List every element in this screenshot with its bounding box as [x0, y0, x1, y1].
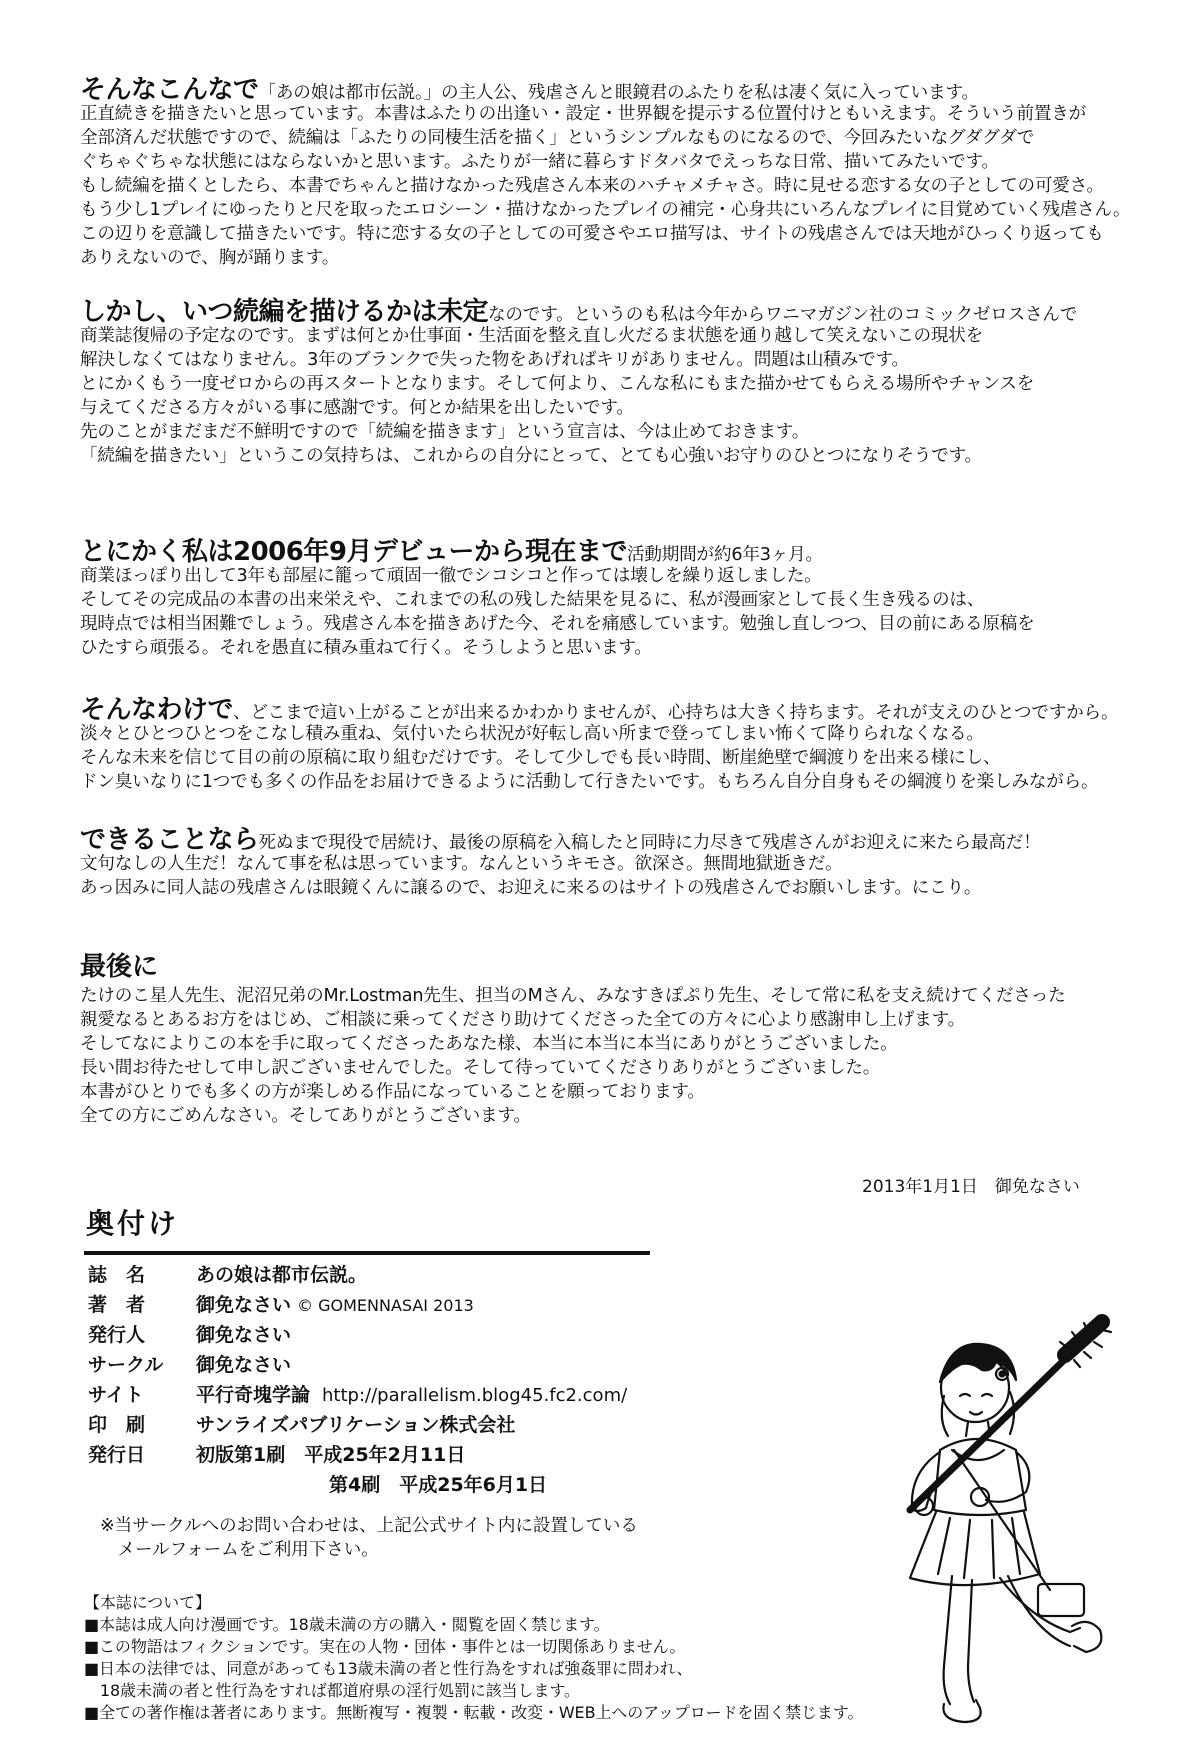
- paragraph-line: この辺りを意識して描きたいです。特に恋する女の子としての可愛さやエロ描写は、サイトの残虐さんでは天地がひっくり返っても: [80, 224, 1104, 244]
- contact-note: [100, 1514, 638, 1562]
- colophon-row-reprint: [88, 1470, 547, 1500]
- about-line: ■この物語はフィクションです。実在の人物・団体・事件とは一切関係ありません。: [84, 1637, 686, 1656]
- paragraph-line: とにかくもう一度ゼロからの再スタートとなります。そして何より、こんな私にもまた描かせてもらえる場所やチャンスを: [80, 374, 1035, 394]
- paragraph-line: 長い間お待たせして申し訳ございませんでした。そして待っていてくださりありがとうございました。: [80, 1058, 881, 1078]
- colophon-key: 印 刷: [88, 1414, 146, 1436]
- colophon-value: 第4刷 平成25年6月1日: [329, 1474, 548, 1496]
- paragraph-line: 全ての方にごめんなさい。そしてありがとうございます。: [80, 1106, 531, 1126]
- paragraph-line: 先のことがまだまだ不鮮明ですので「続編を描きます」という宣言は、今は止めておきます。: [80, 422, 810, 442]
- paragraph-line: [80, 75, 1140, 105]
- colophon-key: 誌 名: [88, 1264, 146, 1286]
- paragraph-line: 解決しなくてはなりません。3年のブランクで失った物をあげればキリがありません。問題は山積みです。: [80, 350, 909, 370]
- colophon-row-title: [88, 1260, 367, 1290]
- colophon-row-author: [88, 1290, 474, 1320]
- paragraph-lead: そんなわけで: [80, 695, 234, 725]
- paragraph-line: 現時点では相当困難でしょう。残虐さん本を描きあげた今、それを痛感しています。勉強し直しつつ、目の前にある原稿を: [80, 614, 1035, 634]
- paragraph-line: 文句なしの人生だ！なんて事を私は思っています。なんというキモさ。欲深さ。無間地獄逝きだ。: [80, 854, 843, 874]
- colophon-value: 御免なさい: [196, 1294, 292, 1316]
- paragraph-6: [80, 950, 1140, 1128]
- colophon-value: あの娘は都市伝説。: [196, 1264, 368, 1286]
- paragraph-2: [80, 297, 1140, 468]
- paragraph-line: 商業誌復帰の予定なのです。まずは何とか仕事面・生活面を整え直し火だるま状態を通り越して笑えないこの現状を: [80, 326, 984, 346]
- about-line: 18歳未満の者と性行為をすれば都道府県の淫行処罰に該当します。: [84, 1681, 580, 1700]
- colophon-value: 御免なさい: [196, 1324, 292, 1346]
- note-line: ※当サークルへのお問い合わせは、上記公式サイト内に設置している: [100, 1516, 638, 1536]
- paragraph-4: [80, 695, 1140, 794]
- about-line: ■日本の法律では、同意があっても13歳未満の者と性行為をすれば強姦罪に問われ、: [84, 1659, 693, 1678]
- colophon-row-site: [88, 1380, 627, 1410]
- paragraph-line: 与えてくださる方々がいる事に感謝です。何とか結果を出したいです。: [80, 398, 634, 418]
- paragraph-line: ありえないので、胸が踊ります。: [80, 248, 340, 268]
- paragraph-line: [80, 695, 1140, 725]
- colophon-key: サイト: [88, 1384, 144, 1406]
- character-illustration: [840, 1300, 1160, 1744]
- paragraph-line: 淡々とひとつひとつをこなし積み重ね、気付いたら状況が好転し高い所まで登ってしまい怖くて降りられなくなる。: [80, 724, 984, 744]
- colophon-row-printer: [88, 1410, 515, 1440]
- site-url-link[interactable]: http://parallelism.blog45.fc2.com/: [322, 1385, 628, 1406]
- paragraph-line: ひたすら頑張る。それを愚直に積み重ねて行く。そうしようと思います。: [80, 638, 652, 658]
- colophon-row-circle: [88, 1350, 291, 1380]
- colophon-divider: [84, 1251, 650, 1255]
- about-line: ■全ての著作権は著者にあります。無断複写・複製・転載・改変・WEB上へのアップロードを固く禁じます。: [84, 1703, 864, 1722]
- paragraph-line: [80, 537, 1140, 567]
- paragraph-line: そんな未来を信じて目の前の原稿に取り組むだけです。そして少しでも長い時間、断崖絶壁で綱渡りを出来る様にし、: [80, 748, 1001, 768]
- paragraph-line: もし続編を描くとしたら、本書でちゃんと描けなかった残虐さん本来のハチャメチャさ。時に見せる恋する女の子としての可愛さ。: [80, 176, 1104, 196]
- paragraph-line: 本書がひとりでも多くの方が楽しめる作品になっていることを願っております。: [80, 1082, 705, 1102]
- colophon-row-date: [88, 1440, 465, 1470]
- paragraph-line: [80, 297, 1140, 327]
- colophon-row-publisher: [88, 1320, 291, 1350]
- paragraph-line: [80, 825, 1140, 855]
- paragraph-text: なのです。というのも私は今年からワニマガジン社のコミックゼロスさんで: [488, 305, 1078, 325]
- about-line: ■本誌は成人向け漫画です。18歳未満の方の購入・閲覧を固く禁じます。: [84, 1615, 610, 1634]
- paragraph-lead: そんなこんなで: [80, 75, 259, 105]
- paragraph-line: 「続編を描きたい」というこの気持ちは、これからの自分にとって、とても心強いお守りのひとつになりそうです。: [80, 446, 983, 466]
- colophon-key: サークル: [88, 1354, 164, 1376]
- paragraph-line: ドン臭いなりに1つでも多くの作品をお届けできるように活動して行きたいです。もちろん自分自身もその綱渡りを楽しみながら。: [80, 772, 1099, 792]
- paragraph-3: [80, 537, 1140, 660]
- paragraph-lead: 最後に: [80, 952, 159, 982]
- paragraph-line: そしてその完成品の本書の出来栄えや、これまでの私の残した結果を見るに、私が漫画家として長く生き残るのは、: [80, 590, 985, 610]
- colophon-key: 発行日: [88, 1444, 146, 1466]
- signature-date: 2013年1月1日 御免なさい: [862, 1177, 1080, 1197]
- colophon-value: 平行奇塊学論: [196, 1384, 311, 1406]
- paragraph-text: 、どこまで這い上がることが出来るかわかりませんが、心持ちは大きく持ちます。それが支えのひとつですから。: [233, 703, 1119, 723]
- colophon-value: 初版第1刷 平成25年2月11日: [196, 1444, 466, 1466]
- note-line: メールフォームをご利用下さい。: [100, 1540, 379, 1560]
- colophon-title: 奥付け: [86, 1207, 180, 1240]
- paragraph-lead: しかし、いつ続編を描けるかは未定: [80, 297, 489, 327]
- paragraph-lead: できることなら: [80, 825, 259, 855]
- paragraph-5: [80, 825, 1140, 900]
- copyright-notice: © GOMENNASAI 2013: [297, 1296, 474, 1315]
- paragraph-line: あっ因みに同人誌の残虐さんは眼鏡くんに譲るので、お迎えに来るのはサイトの残虐さんでお願いします。にこり。: [80, 878, 982, 898]
- colophon-key: 発行人: [88, 1324, 146, 1346]
- paragraph-text: 死ぬまで現役で居続け、最後の原稿を入稿したと同時に力尽きて残虐さんがお迎えに来たら最高だ！: [258, 833, 1041, 853]
- paragraph-line: そしてなによりこの本を手に取ってくださったあなた様、本当に本当に本当にありがとうございました。: [80, 1034, 898, 1054]
- colophon-key: 著 者: [88, 1294, 146, 1316]
- paragraph-line: 商業ほっぽり出して3年も部屋に籠って頑固一徹でシコシコと作っては壊しを繰り返しました。: [80, 566, 822, 586]
- paragraph-line: 全部済んだ状態ですので、続編は「ふたりの同棲生活を描く」というシンプルなものになるので、今回みたいなグダグダで: [80, 128, 1035, 148]
- colophon-value: 御免なさい: [196, 1354, 292, 1376]
- about-heading: 【本誌について】: [84, 1593, 211, 1612]
- colophon-value: サンライズパブリケーション株式会社: [196, 1414, 516, 1436]
- paragraph-line: もう少し1プレイにゆったりと尺を取ったエロシーン・描けなかったプレイの補完・心身共にいろんなプレイに目覚めていく残虐さん。: [80, 200, 1131, 220]
- paragraph-text: 活動期間が約6年3ヶ月。: [626, 545, 823, 565]
- paragraph-1: [80, 75, 1140, 270]
- paragraph-line: 正直続きを描きたいと思っています。本書はふたりの出逢い・設定・世界観を提示する位置付けともいえます。そういう前置きが: [80, 104, 1087, 124]
- paragraph-line: たけのこ星人先生、泥沼兄弟のMr.Lostman先生、担当のMさん、みなすきぽぷり先生、そして常に私を支え続けてくださった: [80, 986, 1066, 1006]
- paragraph-text: 「あの娘は都市伝説。」の主人公、残虐さんと眼鏡君のふたりを私は凄く気に入っています。: [258, 83, 979, 103]
- paragraph-line: ぐちゃぐちゃな状態にはならないかと思います。ふたりが一緒に暮らすドタバタでえっちな日常、描いてみたいです。: [80, 152, 999, 172]
- about-section: [84, 1592, 863, 1724]
- paragraph-line: 親愛なるとあるお方をはじめ、ご相談に乗ってくださり助けてくださった全ての方々に心より感謝申し上げます。: [80, 1010, 965, 1030]
- paragraph-lead: とにかく私は2006年9月デビューから現在まで: [80, 537, 627, 567]
